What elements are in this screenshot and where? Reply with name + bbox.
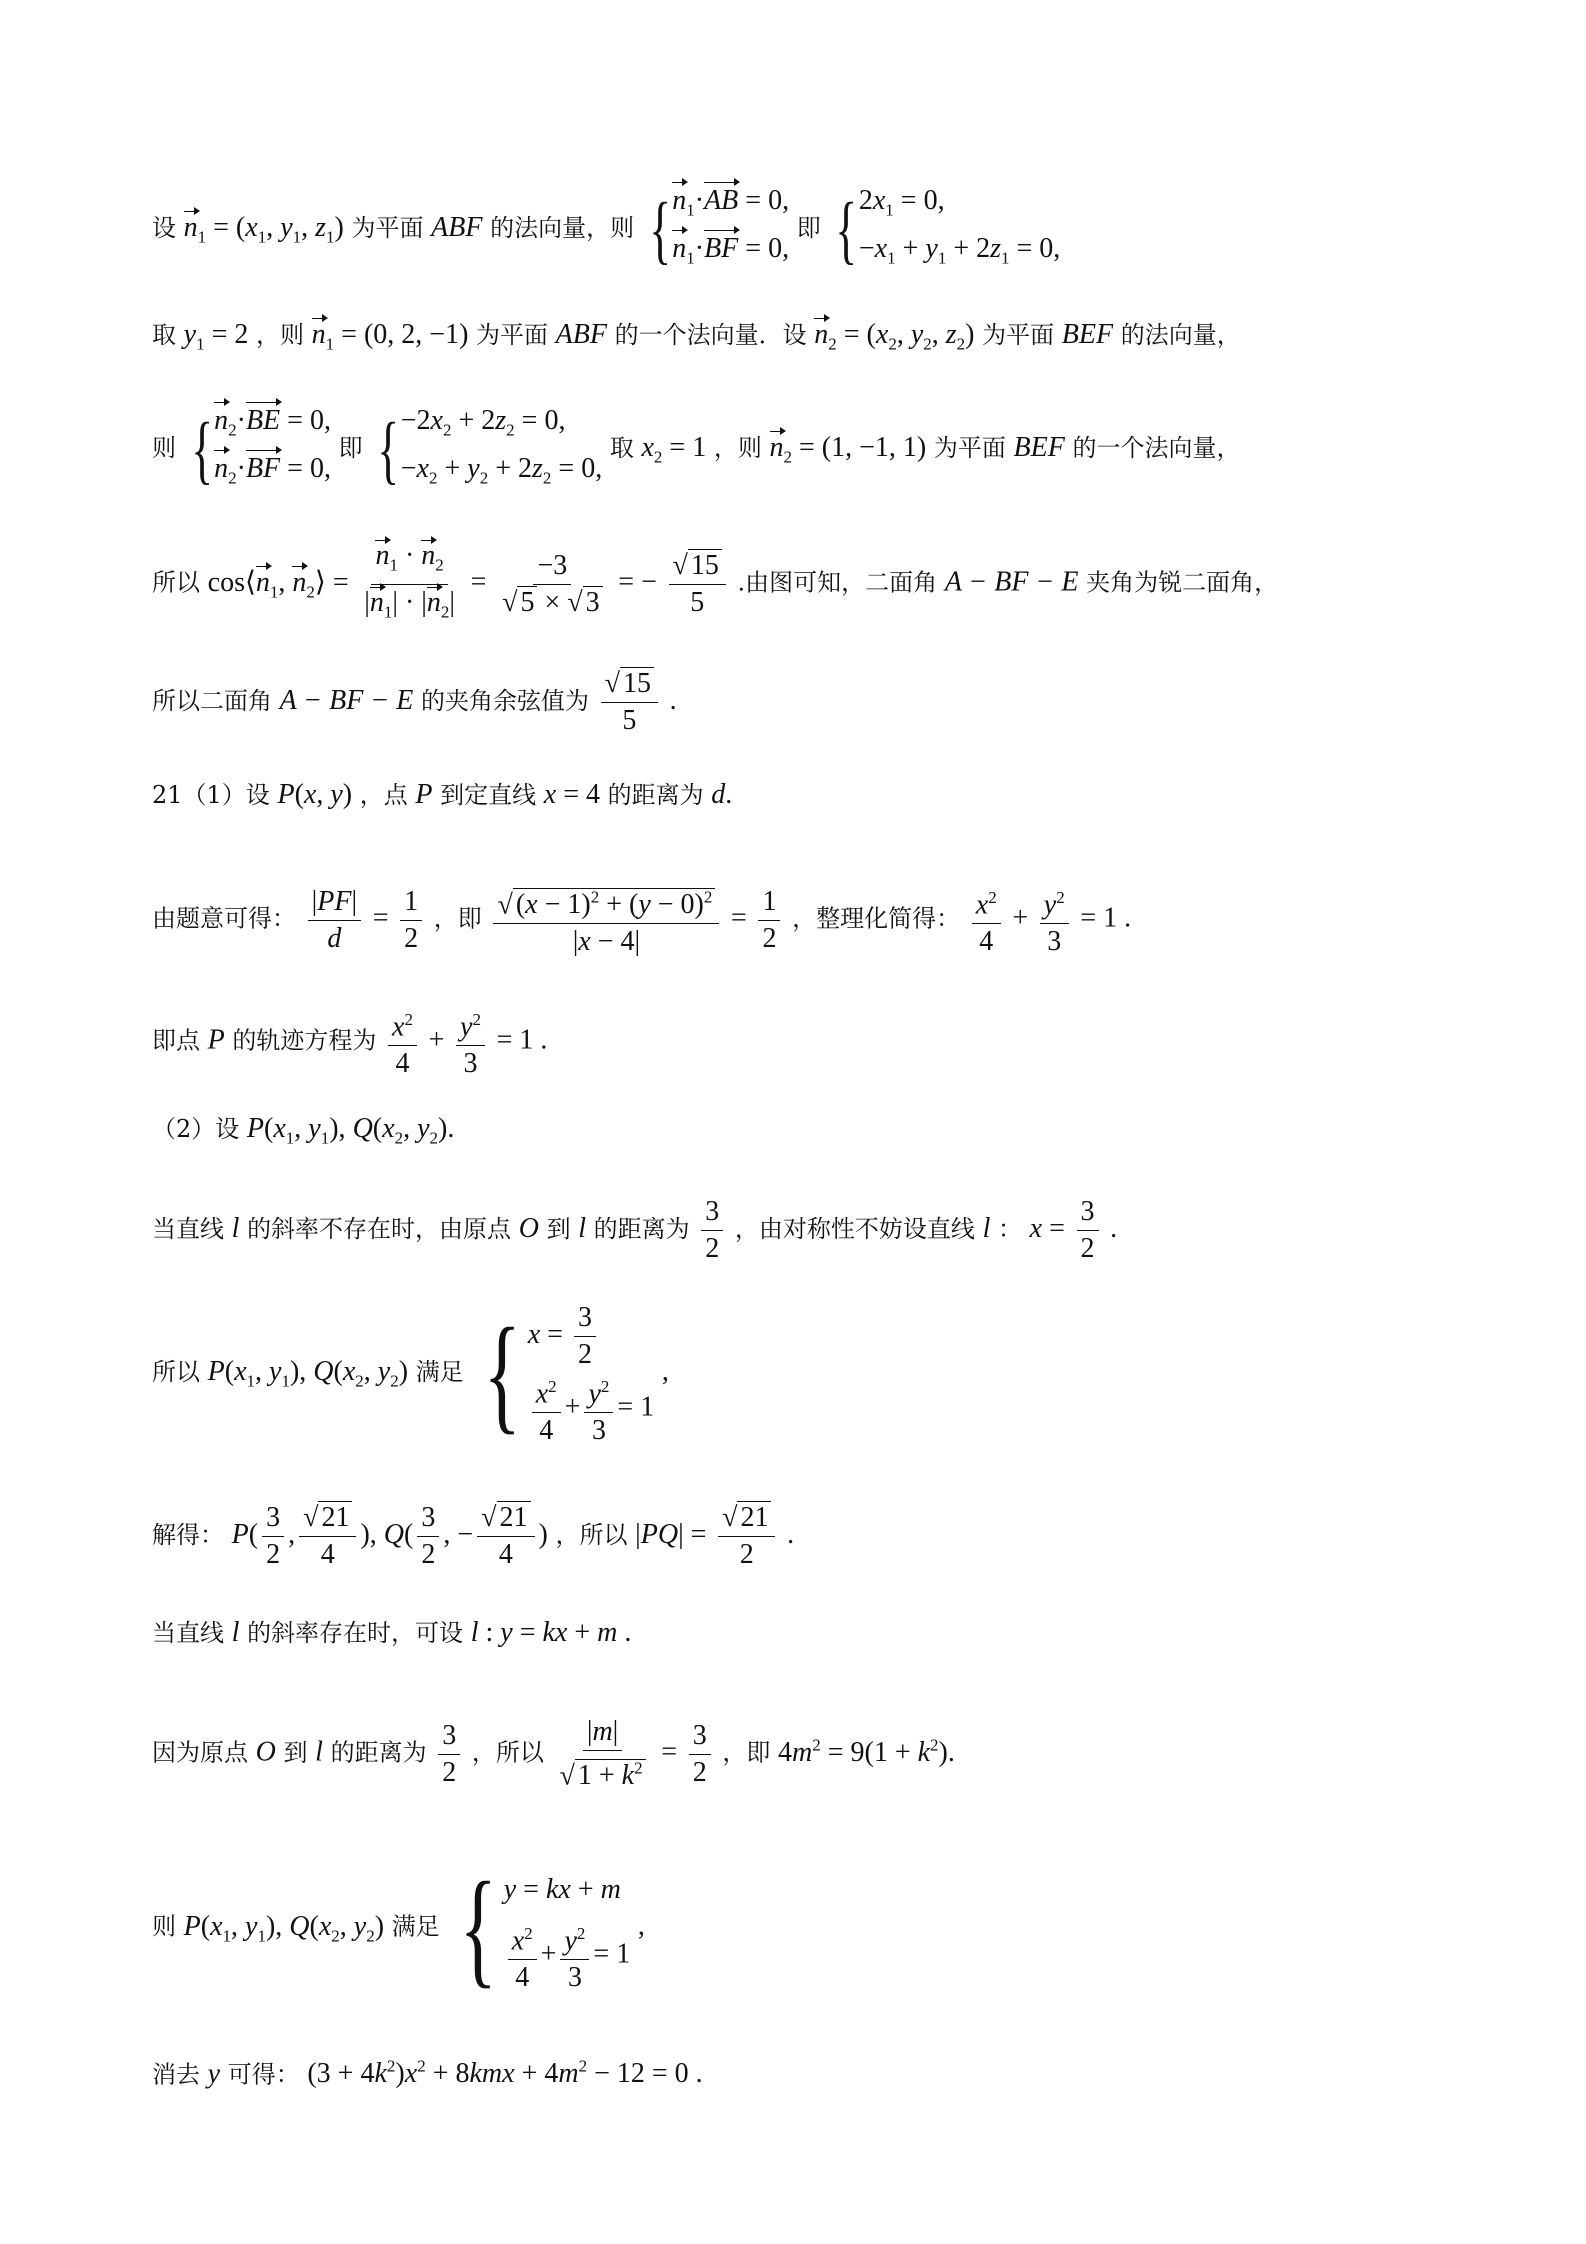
text-run: 当直线	[152, 1215, 224, 1243]
text-line-16: 消去 y 可得： $(3 + 4k^2)x^2 + 8kmx + 4m^2 - 12 = 0$ .	[152, 2057, 703, 2090]
text-run: 即点	[152, 1026, 200, 1055]
text-run: 夹角为锐二面角，	[1086, 568, 1279, 597]
text-run: 所以	[152, 1358, 200, 1387]
equation-system: { $2x_1 = 0$, $-x_1 + y_1 + 2z_1 = 0$,	[835, 185, 1061, 272]
text-run: 设	[152, 214, 176, 243]
text-run: ：	[997, 1215, 1022, 1243]
text-line-7: 由题意可得： $\frac{|PF|}{d}$ = $\frac{1}{2}$ ，即 $\frac{√ (x - 1)^2 + (y - 0)^2}{|x - 4|}$ = $\frac{1}{2}$ ，整理化简得： $\frac{x^2}{4}$ + $\frac{y^2}{3}$ = 1 .	[152, 882, 1466, 958]
text-run: 21（1）设	[152, 781, 270, 809]
text-line-10: 当直线 l 的斜率不存在时，由原点 O 到 l 的距离为 $\frac{3}{2}$ ，由对称性不妨设直线 l ： x = $\frac{3}{2}$ .	[152, 1196, 1118, 1264]
text-run: 的斜率存在时，可设	[247, 1619, 464, 1647]
text-run: 到	[283, 1738, 308, 1767]
text-run: 所以二面角	[152, 687, 272, 715]
text-run: 即	[796, 214, 821, 243]
text-run: 消去	[152, 2060, 200, 2089]
text-line-2: 取 $y_1 = 2$ ，则 $n_1 = (0$, 2, −1) 为平面 ABF 的一个法向量．设 $n_2 = (x_2$, $y_2$, $z_2$) 为平面 BEF 的法向量，	[152, 319, 1241, 354]
text-line-6: 21（1）设 P(x, y) ，点 P 到定直线 x = 4 的距离为 d.	[152, 779, 733, 810]
text-run: 的距离为	[607, 781, 704, 809]
text-run: 的一个法向量，	[1072, 434, 1241, 463]
text-line-15: 则 $P(x_1$, $y_1$), $Q(x_2$, $y_2$) 满足 { y = kx + m $\frac{x^2}{4}$ + $\frac{y^2}{3}$ = 1 ,	[152, 1856, 645, 2001]
text-line-8: 即点 P 的轨迹方程为 $\frac{x^2}{4}$ + $\frac{y^2}{3}$ = 1 .	[152, 1004, 1466, 1080]
text-run: 的距离为	[593, 1215, 690, 1243]
text-line-5: 所以二面角 A − BF − E 的夹角余弦值为 $\frac{√ 15}{5}$ .	[152, 668, 677, 736]
equation-system: { x = $\frac{3}{2}$ $\frac{x^2}{4}$ + $\frac{y^2}{3}$ = 1	[483, 1301, 655, 1447]
text-run: 的法向量，	[1120, 321, 1241, 349]
text-line-14: 因为原点 O 到 l 的距离为 $\frac{3}{2}$ ，所以 $\frac{|m|}{√ 1 + k^2}$ = $\frac{3}{2}$ ，即 $4m^2 = 9(1 + k^2)$.	[152, 1716, 955, 1792]
text-run: 满足	[415, 1358, 464, 1387]
text-run: 为平面	[476, 321, 549, 349]
text-run: 为平面	[982, 321, 1055, 349]
equation-system: { y = kx + m $\frac{x^2}{4}$ + $\frac{y^2}{3}$ = 1	[459, 1856, 631, 2001]
text-run: ，则	[256, 321, 305, 349]
text-run: 到定直线	[440, 781, 537, 809]
text-run: 所以	[152, 568, 200, 597]
text-run: 满足	[391, 1912, 440, 1941]
equation-system: { $n_1\cdot AB = 0$, $n_1\cdot BF = 0$,	[642, 182, 789, 277]
text-run: 的斜率不存在时，由原点	[247, 1215, 512, 1243]
text-run: ，即	[722, 1738, 771, 1767]
text-run: 为平面	[933, 434, 1006, 463]
text-run: 取	[609, 434, 634, 463]
text-run: ，即	[433, 904, 482, 933]
text-line-9: （2）设 $P(x_1$, $y_1$), $Q(x_2$, $y_2$).	[152, 1113, 455, 1148]
equation-system: { $n_2\cdot BE = 0$, $n_2\cdot BF = 0$,	[184, 402, 331, 497]
text-run: .由图可知，二面角	[737, 568, 938, 597]
text-line-11: 所以 $P(x_1$, $y_1$), $Q(x_2$, $y_2$) 满足 { x = $\frac{3}{2}$ $\frac{x^2}{4}$ + $\frac{y^2}{3}$ = 1 ,	[152, 1301, 669, 1447]
text-run: 为平面	[351, 214, 424, 243]
text-run: 取	[152, 321, 176, 349]
text-run: 的法向量，则	[490, 214, 635, 243]
text-run: 即	[338, 434, 363, 463]
text-line-4: 所以 $\cos⟨n_1$, $n_2⟩$ = $\frac{n_1 \cdot n_2}{|n_1| \cdot |n_2|}$ = $\frac{-3}{√ 5 \times √ 3}$ = − $\frac{√ 15}{5}$ .由图可知，二面角 A − BF − E 夹角为锐二面角，	[152, 540, 1279, 622]
text-run: （2）设	[152, 1115, 240, 1143]
text-run: ，整理化简得：	[792, 904, 961, 933]
text-line-1: 设 $n_1 = (x_1$, $y_1$, $z_1$) 为平面 ABF 的法向量，则 { $n_1\cdot AB = 0$, $n_1\cdot BF = 0$, 即 { $2x_1 = 0$, $-x_1 + y_1 + 2z_1 = 0$,	[152, 182, 1466, 277]
text-run: 到	[546, 1215, 571, 1243]
text-run: 的一个法向量．设	[614, 321, 807, 349]
text-run: 解得：	[152, 1521, 224, 1549]
text-run: ，则	[713, 434, 762, 463]
text-run: 的夹角余弦值为	[420, 687, 589, 715]
text-run: ，由对称性不妨设直线	[734, 1215, 975, 1243]
text-run: ，所以	[471, 1738, 544, 1767]
text-run: 由题意可得：	[152, 904, 296, 933]
text-run: 的轨迹方程为	[232, 1026, 377, 1055]
text-run: 当直线	[152, 1619, 224, 1647]
text-run: 因为原点	[152, 1738, 248, 1767]
text-run: 的距离为	[330, 1738, 427, 1767]
text-line-13: 当直线 l 的斜率存在时，可设 l : y = kx + m .	[152, 1617, 632, 1648]
equation-system: { $-2x_2 + 2z_2 = 0$, $-x_2 + y_2 + 2z_2 = 0$,	[377, 405, 603, 492]
text-run: ，所以	[555, 1521, 628, 1549]
text-run: 可得：	[227, 2060, 300, 2089]
text-run: 则	[152, 1912, 176, 1941]
text-run: ，点	[359, 781, 408, 809]
text-line-12: 解得： P( $\frac{3}{2}$ , $\frac{√ 21}{4}$ ), Q( $\frac{3}{2}$ , − $\frac{√ 21}{4}$ ) ，所以 |PQ| = $\frac{√ 21}{2}$ .	[152, 1502, 795, 1570]
text-run: 则	[152, 434, 176, 463]
text-line-3: 则 { $n_2\cdot BE = 0$, $n_2\cdot BF = 0$, 即 { $-2x_2 + 2z_2 = 0$, $-x_2 + y_2 + 2z_2 = 0$, 取 $x_2 = 1$ ，则 $n_2 = (1$, −1, 1) 为平面 BEF 的一个法向量，	[152, 402, 1466, 497]
